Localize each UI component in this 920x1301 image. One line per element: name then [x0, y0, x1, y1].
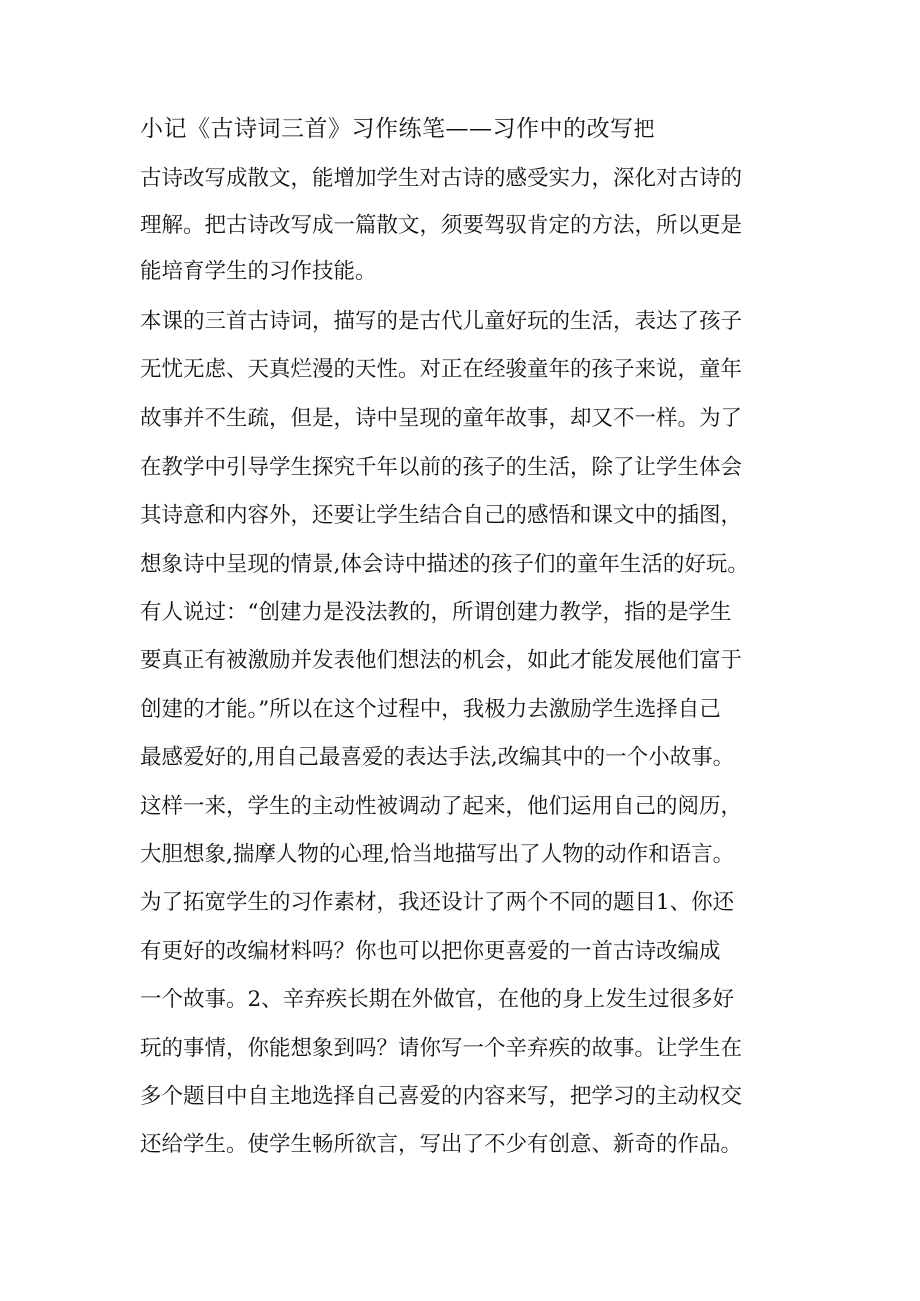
- paragraph-line: 其诗意和内容外，还要让学生结合自己的感悟和课文中的插图，: [140, 503, 743, 528]
- paragraph-line: 玩的事情，你能想象到吗？请你写一个辛弃疾的故事。让学生在: [140, 1036, 743, 1061]
- paragraph-line: 大胆想象,揣摩人物的心理,恰当地描写出了人物的动作和语言。: [140, 842, 735, 867]
- paragraph-line: 故事并不生疏，但是，诗中呈现的童年故事，却又不一样。为了: [140, 406, 743, 431]
- paragraph-line: 理解。把古诗改写成一篇散文，须要驾驭肯定的方法，所以更是: [140, 213, 743, 238]
- paragraph-line: 一个故事。2、辛弃疾长期在外做官，在他的身上发生过很多好: [140, 987, 735, 1012]
- paragraph-line: 为了拓宽学生的习作素材，我还设计了两个不同的题目1、你还: [140, 890, 735, 915]
- paragraph-line: 创建的才能。”所以在这个过程中，我极力去激励学生选择自己: [140, 697, 721, 722]
- paragraph-line: 有人说过：“创建力是没法教的，所谓创建力教学，指的是学生: [140, 600, 732, 625]
- paragraph-line: 能培育学生的习作技能。: [140, 259, 377, 284]
- document-title: [140, 114, 790, 144]
- paragraph-line: 无忧无虑、天真烂漫的天性。对正在经骏童年的孩子来说，童年: [140, 357, 743, 382]
- paragraph-line: 要真正有被激励并发表他们想法的机会，如此才能发展他们富于: [140, 648, 743, 673]
- paragraph-line: 多个题目中自主地选择自己喜爱的内容来写，把学习的主动权交: [140, 1084, 743, 1109]
- paragraph-line: 还给学生。使学生畅所欲言，写出了不少有创意、新奇的作品。: [140, 1132, 743, 1157]
- title-main: 小记《古诗词三首》习作练笔——习作中的改写: [140, 116, 634, 142]
- paragraph-line: 在教学中引导学生探究千年以前的孩子的生活，除了让学生体会: [140, 455, 743, 480]
- title-tail: 把: [633, 117, 655, 141]
- paragraph-line: 有更好的改编材料吗？你也可以把你更喜爱的一首古诗改编成: [140, 939, 721, 964]
- paragraph-line: 古诗改写成散文，能增加学生对古诗的感受实力，深化对古诗的: [140, 166, 743, 191]
- paragraph-line: 最感爱好的,用自己最喜爱的表达手法,改编其中的一个小故事。: [140, 745, 735, 770]
- paragraph-line: 这样一来，学生的主动性被调动了起来，他们运用自己的阅历，: [140, 794, 743, 819]
- paragraph-line: 本课的三首古诗词，描写的是古代儿童好玩的生活，表达了孩子: [140, 309, 743, 334]
- paragraph-line: 想象诗中呈现的情景,体会诗中描述的孩子们的童年生活的好玩。: [140, 552, 749, 577]
